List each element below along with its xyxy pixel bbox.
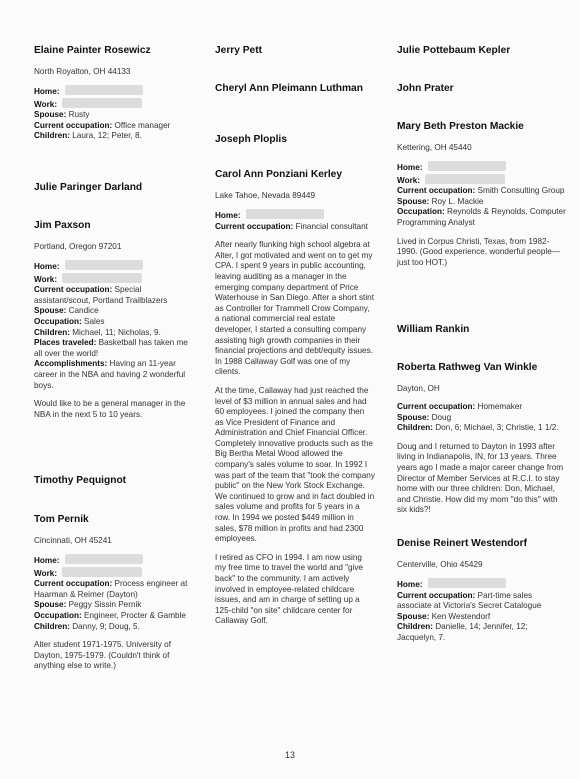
field-value: Office manager <box>114 120 171 130</box>
field-row <box>34 110 192 121</box>
alumni-paragraph: Alter student 1971-1975. University of Dayton, 1975-1979. (Couldn't think of anything else to write.) <box>34 640 171 671</box>
field-row <box>34 328 192 339</box>
alumni-paragraph: At the time, Callaway had just reached the level of $3 million in annual sales and had 60 employees. I joined the company then as Vice President of Finance and Administration and Chief Financial Officer. Completely innovative products such as the Big Bertha Metal Wood allowed the company's sales volume to soar. In 1992 I was part of the team that "took the company public" on the New York Stock Exchange. We continued to grow and in fact doubled in sales volume and profits for 5 years in a row. In 1994 we posted $449 million in sales, $78 million in profits and had 2300 employees. <box>215 385 375 544</box>
field-label: Spouse: <box>397 611 430 621</box>
redacted-block <box>428 161 506 171</box>
field-label: Children: <box>34 131 70 141</box>
alumni-paragraph: Lived in Corpus Christi, Texas, from 1982-1990. (Good experience, wonderful people—just too HOT.) <box>397 236 560 267</box>
alumni-entry <box>397 323 567 336</box>
field-label: Current occupation: <box>34 579 113 589</box>
redacted-block <box>62 273 142 283</box>
alumni-fields <box>397 578 567 644</box>
page-number: 13 <box>284 750 295 760</box>
field-row <box>215 209 375 222</box>
field-value: Smith Consulting Group <box>477 186 565 196</box>
alumni-address: Cincinnati, OH 45241 <box>34 536 112 545</box>
alumni-name: Joseph Ploplis <box>215 134 287 145</box>
alumni-entry <box>397 44 567 57</box>
field-label: Spouse: <box>397 412 430 422</box>
alumni-name: Cheryl Ann Pleimann Luthman <box>215 83 363 94</box>
field-row <box>34 285 192 306</box>
alumni-entry <box>397 82 567 95</box>
field-value: Peggy Sissin Pernik <box>68 600 142 610</box>
field-label: Work: <box>34 568 58 578</box>
alumni-entry <box>34 44 192 142</box>
alumni-address: North Royalton, OH 44133 <box>34 67 131 76</box>
field-row <box>215 222 375 233</box>
field-label: Home: <box>34 262 60 271</box>
alumni-address: Lake Tahoe, Nevada 89449 <box>215 191 315 200</box>
alumni-fields <box>215 209 375 232</box>
alumni-paragraph: Doug and I returned to Dayton in 1993 after living in Indianapolis, IN, for 13 years. Three years ago I made a major career change from Director of Member Services at R.C.I. to stay home with our three children: Don, Michael, and Christie. How did my mom "do this" with six kids?! <box>397 441 564 515</box>
field-row <box>34 260 192 273</box>
field-value: Process engineer at Haarman & Reimer (Dayton) <box>34 579 188 599</box>
alumni-entry <box>397 537 567 644</box>
field-row <box>397 591 567 612</box>
field-row <box>397 578 567 591</box>
alumni-entry <box>397 120 567 268</box>
field-row <box>34 554 192 567</box>
field-value: Special assistant/scout, Portland Trailblazers <box>34 285 168 305</box>
field-value: Doug <box>431 412 452 422</box>
redacted-block <box>65 85 143 95</box>
alumni-name: Julie Pottebaum Kepler <box>397 45 511 56</box>
field-value: Basketball has taken me all over the world! <box>34 338 188 358</box>
field-value: Financial consultant <box>295 221 368 231</box>
field-value: Roy L. Mackie <box>431 196 484 206</box>
field-value: Engineer, Procter & Gamble <box>84 610 186 620</box>
alumni-fields <box>397 402 567 434</box>
field-row <box>34 579 192 600</box>
field-label: Work: <box>34 274 58 284</box>
field-row <box>34 611 192 622</box>
alumni-fields <box>34 260 192 391</box>
field-row <box>34 359 192 391</box>
alumni-name: Julie Paringer Darland <box>34 182 143 193</box>
alumni-name: William Rankin <box>397 324 470 335</box>
alumni-paragraph: Would like to be a general manager in the NBA in the next 5 to 10 years. <box>34 399 186 419</box>
field-value: Sales <box>84 316 105 326</box>
field-label: Occupation: <box>397 207 445 217</box>
alumni-name: Timothy Pequignot <box>34 475 127 486</box>
field-row <box>397 402 567 413</box>
alumni-name: John Prater <box>397 83 454 94</box>
field-value: Danielle, 14; Jennifer, 12; Jacquelyn, 7. <box>397 622 528 642</box>
field-row <box>397 423 567 434</box>
redacted-block <box>65 554 143 564</box>
field-row <box>34 317 192 328</box>
field-label: Occupation: <box>34 610 82 620</box>
alumni-entry <box>34 513 192 672</box>
alumni-fields <box>34 554 192 632</box>
field-value: Reynolds & Reynolds, Computer Programming Analyst <box>397 207 566 227</box>
field-value: Laura, 12; Peter, 8. <box>72 131 142 141</box>
field-label: Current occupation: <box>397 402 476 411</box>
field-row <box>397 174 567 187</box>
alumni-entry <box>215 168 375 627</box>
alumni-address: Kettering, OH 45440 <box>397 143 472 152</box>
field-row <box>34 338 192 359</box>
alumni-entry <box>34 181 192 194</box>
field-value: Don, 6; Michael, 3; Christie, 1 1/2. <box>435 423 559 433</box>
alumni-name: Jerry Pett <box>215 45 263 56</box>
field-label: Accomplishments: <box>34 359 108 369</box>
alumni-name: Roberta Rathweg Van Winkle <box>397 362 538 373</box>
alumni-name: Mary Beth Preston Mackie <box>397 121 524 132</box>
field-row <box>34 98 192 111</box>
alumni-entry <box>215 44 375 57</box>
field-row <box>34 567 192 580</box>
field-value: Danny, 9; Doug, 5. <box>72 621 140 631</box>
field-value: Ken Westendorf <box>431 611 491 621</box>
field-row <box>397 207 567 228</box>
field-label: Spouse: <box>34 110 67 120</box>
field-label: Occupation: <box>34 316 82 326</box>
field-row <box>397 622 567 643</box>
alumni-name: Denise Reinert Westendorf <box>397 538 528 549</box>
field-row <box>34 121 192 132</box>
field-label: Home: <box>397 163 423 172</box>
alumni-address: Portland, Oregon 97201 <box>34 242 122 251</box>
field-row <box>397 186 567 197</box>
field-value: Part-time sales associate at Victoria's Secret Catalogue <box>397 590 542 611</box>
field-label: Current occupation: <box>34 120 113 130</box>
alumni-paragraph: After nearly flunking high school algebra at Alter, I got motivated and went on to get my CPA. I spent 9 years in public accounting, leaving auditing as a manager in the emerging company department of Price Waterhouse in San Diego. After a short stint as Controller for Trammell Crow Company, a national commercial real estate developer, I started a consulting company assisting high growth companies in their financial projections and debt/equity issues. In 1988 Callaway Golf was one of my clients. <box>215 240 374 377</box>
redacted-block <box>425 174 505 184</box>
alumni-address: Centerville, Ohio 45429 <box>397 560 483 569</box>
redacted-block <box>65 260 143 270</box>
field-label: Current occupation: <box>397 186 476 196</box>
field-label: Spouse: <box>34 600 67 610</box>
alumni-name: Carol Ann Ponziani Kerley <box>215 169 342 180</box>
field-label: Children: <box>34 621 70 631</box>
field-value: Homemaker <box>477 402 523 411</box>
field-label: Current occupation: <box>34 285 113 295</box>
field-value: Michael, 11; Nicholas, 9. <box>72 327 161 337</box>
alumni-entry <box>215 82 375 95</box>
field-value: Candice <box>68 306 99 316</box>
field-label: Work: <box>34 99 58 109</box>
field-row <box>34 622 192 633</box>
field-label: Children: <box>397 423 433 433</box>
field-label: Places traveled: <box>34 338 97 348</box>
field-label: Home: <box>215 211 241 220</box>
field-row <box>34 131 192 142</box>
field-row <box>397 413 567 424</box>
field-value: Rusty <box>68 110 90 120</box>
field-value: Having an 11-year career in the NBA and having 2 wonderful boys. <box>34 359 186 390</box>
field-label: Home: <box>397 580 423 589</box>
alumni-address: Dayton, OH <box>397 384 440 393</box>
field-label: Current occupation: <box>397 590 476 600</box>
field-label: Work: <box>397 175 421 185</box>
field-label: Home: <box>34 556 60 565</box>
redacted-block <box>246 209 324 219</box>
field-row <box>34 85 192 98</box>
redacted-block <box>62 98 142 108</box>
alumni-name: Jim Paxson <box>34 220 91 231</box>
field-row <box>34 306 192 317</box>
field-row <box>34 273 192 286</box>
alumni-fields <box>34 85 192 142</box>
field-row <box>397 197 567 208</box>
alumni-entry <box>34 474 192 487</box>
alumni-entry <box>34 219 192 420</box>
field-label: Children: <box>397 622 433 632</box>
alumni-entry <box>397 361 567 516</box>
field-label: Spouse: <box>34 306 67 316</box>
field-label: Spouse: <box>397 196 430 206</box>
field-row <box>397 161 567 174</box>
alumni-paragraph: I retired as CFO in 1994. I am now using my free time to travel the world and "give back" to the community. I am actively involved in employee-related childcare issues, and am in charge of setting up a 125-child "on site" childcare center for Callaway Golf. <box>215 552 364 626</box>
scan-mark <box>556 44 580 54</box>
alumni-entry <box>215 133 375 146</box>
redacted-block <box>62 567 142 577</box>
alumni-name: Elaine Painter Rosewicz <box>34 45 151 56</box>
alumni-name: Tom Pernik <box>34 514 89 525</box>
field-row <box>34 600 192 611</box>
field-row <box>397 612 567 623</box>
field-label: Children: <box>34 327 70 337</box>
alumni-fields <box>397 161 567 229</box>
field-label: Current occupation: <box>215 221 294 231</box>
field-label: Home: <box>34 87 60 96</box>
redacted-block <box>428 578 506 588</box>
